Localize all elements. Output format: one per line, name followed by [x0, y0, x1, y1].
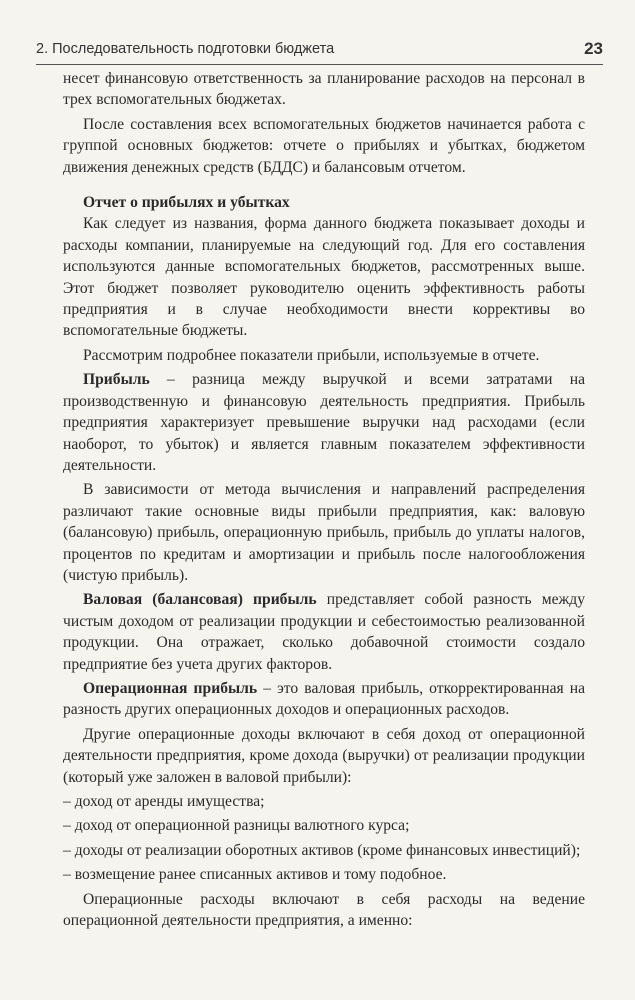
paragraph: Как следует из названия, форма данного бюджета показывает доходы и расходы компании, планируемые на следующий год. Для его составления используются данные вспомогательных бюджетов, рассмотренных выше. Этот бюджет позволяет руководителю оценить эффективность работы предприятия и в случае необходимости внести коррективы во вспомогательные бюджеты.: [63, 215, 585, 340]
paragraph: Операционные расходы включают в себя расходы на ведение операционной деятельности предприятия, а именно:: [63, 890, 585, 930]
list-item: – доход от аренды имущества;: [63, 793, 265, 810]
definition-text: – разница между выручкой и всеми затратами на производственную и финансовую деятельность предприятия. Прибыль предприятия характеризует превышение выручки над расходами (если наоборот, то убыток) и является главным показателем эффективности деятельности.: [63, 371, 585, 474]
term-gross-profit: Валовая (балансовая) прибыль: [83, 591, 317, 609]
definition-text: – это валовая прибыль, откорректированная на разность других операционных доходов и операционных расходов.: [63, 679, 586, 719]
running-header: [36, 38, 603, 65]
page-number: 23: [584, 39, 603, 58]
paragraph-definition-profit: [63, 369, 585, 476]
paragraph-definition-gross-profit: [63, 589, 585, 675]
list-item: – доход от операционной разницы валютного курса;: [63, 817, 410, 835]
paragraph-definition-operating-profit: [63, 678, 585, 721]
chapter-title: 2. Последовательность подготовки бюджета: [36, 41, 335, 57]
term-operating-profit: Операционная прибыль: [83, 679, 258, 697]
paragraph: Рассмотрим подробнее показатели прибыли, используемые в отчете.: [83, 346, 540, 364]
list-item: – возмещение ранее списанных активов и тому подобное.: [63, 866, 447, 884]
paragraph: Другие операционные доходы включают в себя доход от операционной деятельности предприятия, кроме дохода (выручки) от реализации продукции (который уже заложен в валовой прибыли):: [63, 725, 585, 786]
section-heading: Отчет о прибылях и убытках: [83, 194, 290, 212]
term-profit: Прибыль: [83, 371, 150, 389]
paragraph-continued: несет финансовую ответственность за планирование расходов на персонал в трех вспомогательных бюджетах.: [63, 70, 585, 109]
list-item: – доходы от реализации оборотных активов (кроме финансовых инвестиций);: [63, 841, 581, 859]
paragraph: После составления всех вспомогательных бюджетов начинается работа с группой основных бюджетов: отчете о прибылях и убытках, бюджетом движения денежных средств (БДДС) и балансовым отчетом.: [63, 115, 585, 176]
page-body: [63, 68, 585, 934]
definition-text: представляет собой разность между чистым доходом от реализации продукции и себестоимостью реализованной продукции. Она отражает, сколько добавочной стоимости создало предприятие без учета других факторов.: [63, 591, 585, 673]
paragraph: В зависимости от метода вычисления и направлений распределения различают такие основные виды прибыли предприятия, как: валовую (балансовую) прибыль, операционную прибыль, прибыль до уплаты налогов, процентов по кредитам и амортизации и прибыль после налогообложения (чистую прибыль).: [63, 481, 585, 584]
